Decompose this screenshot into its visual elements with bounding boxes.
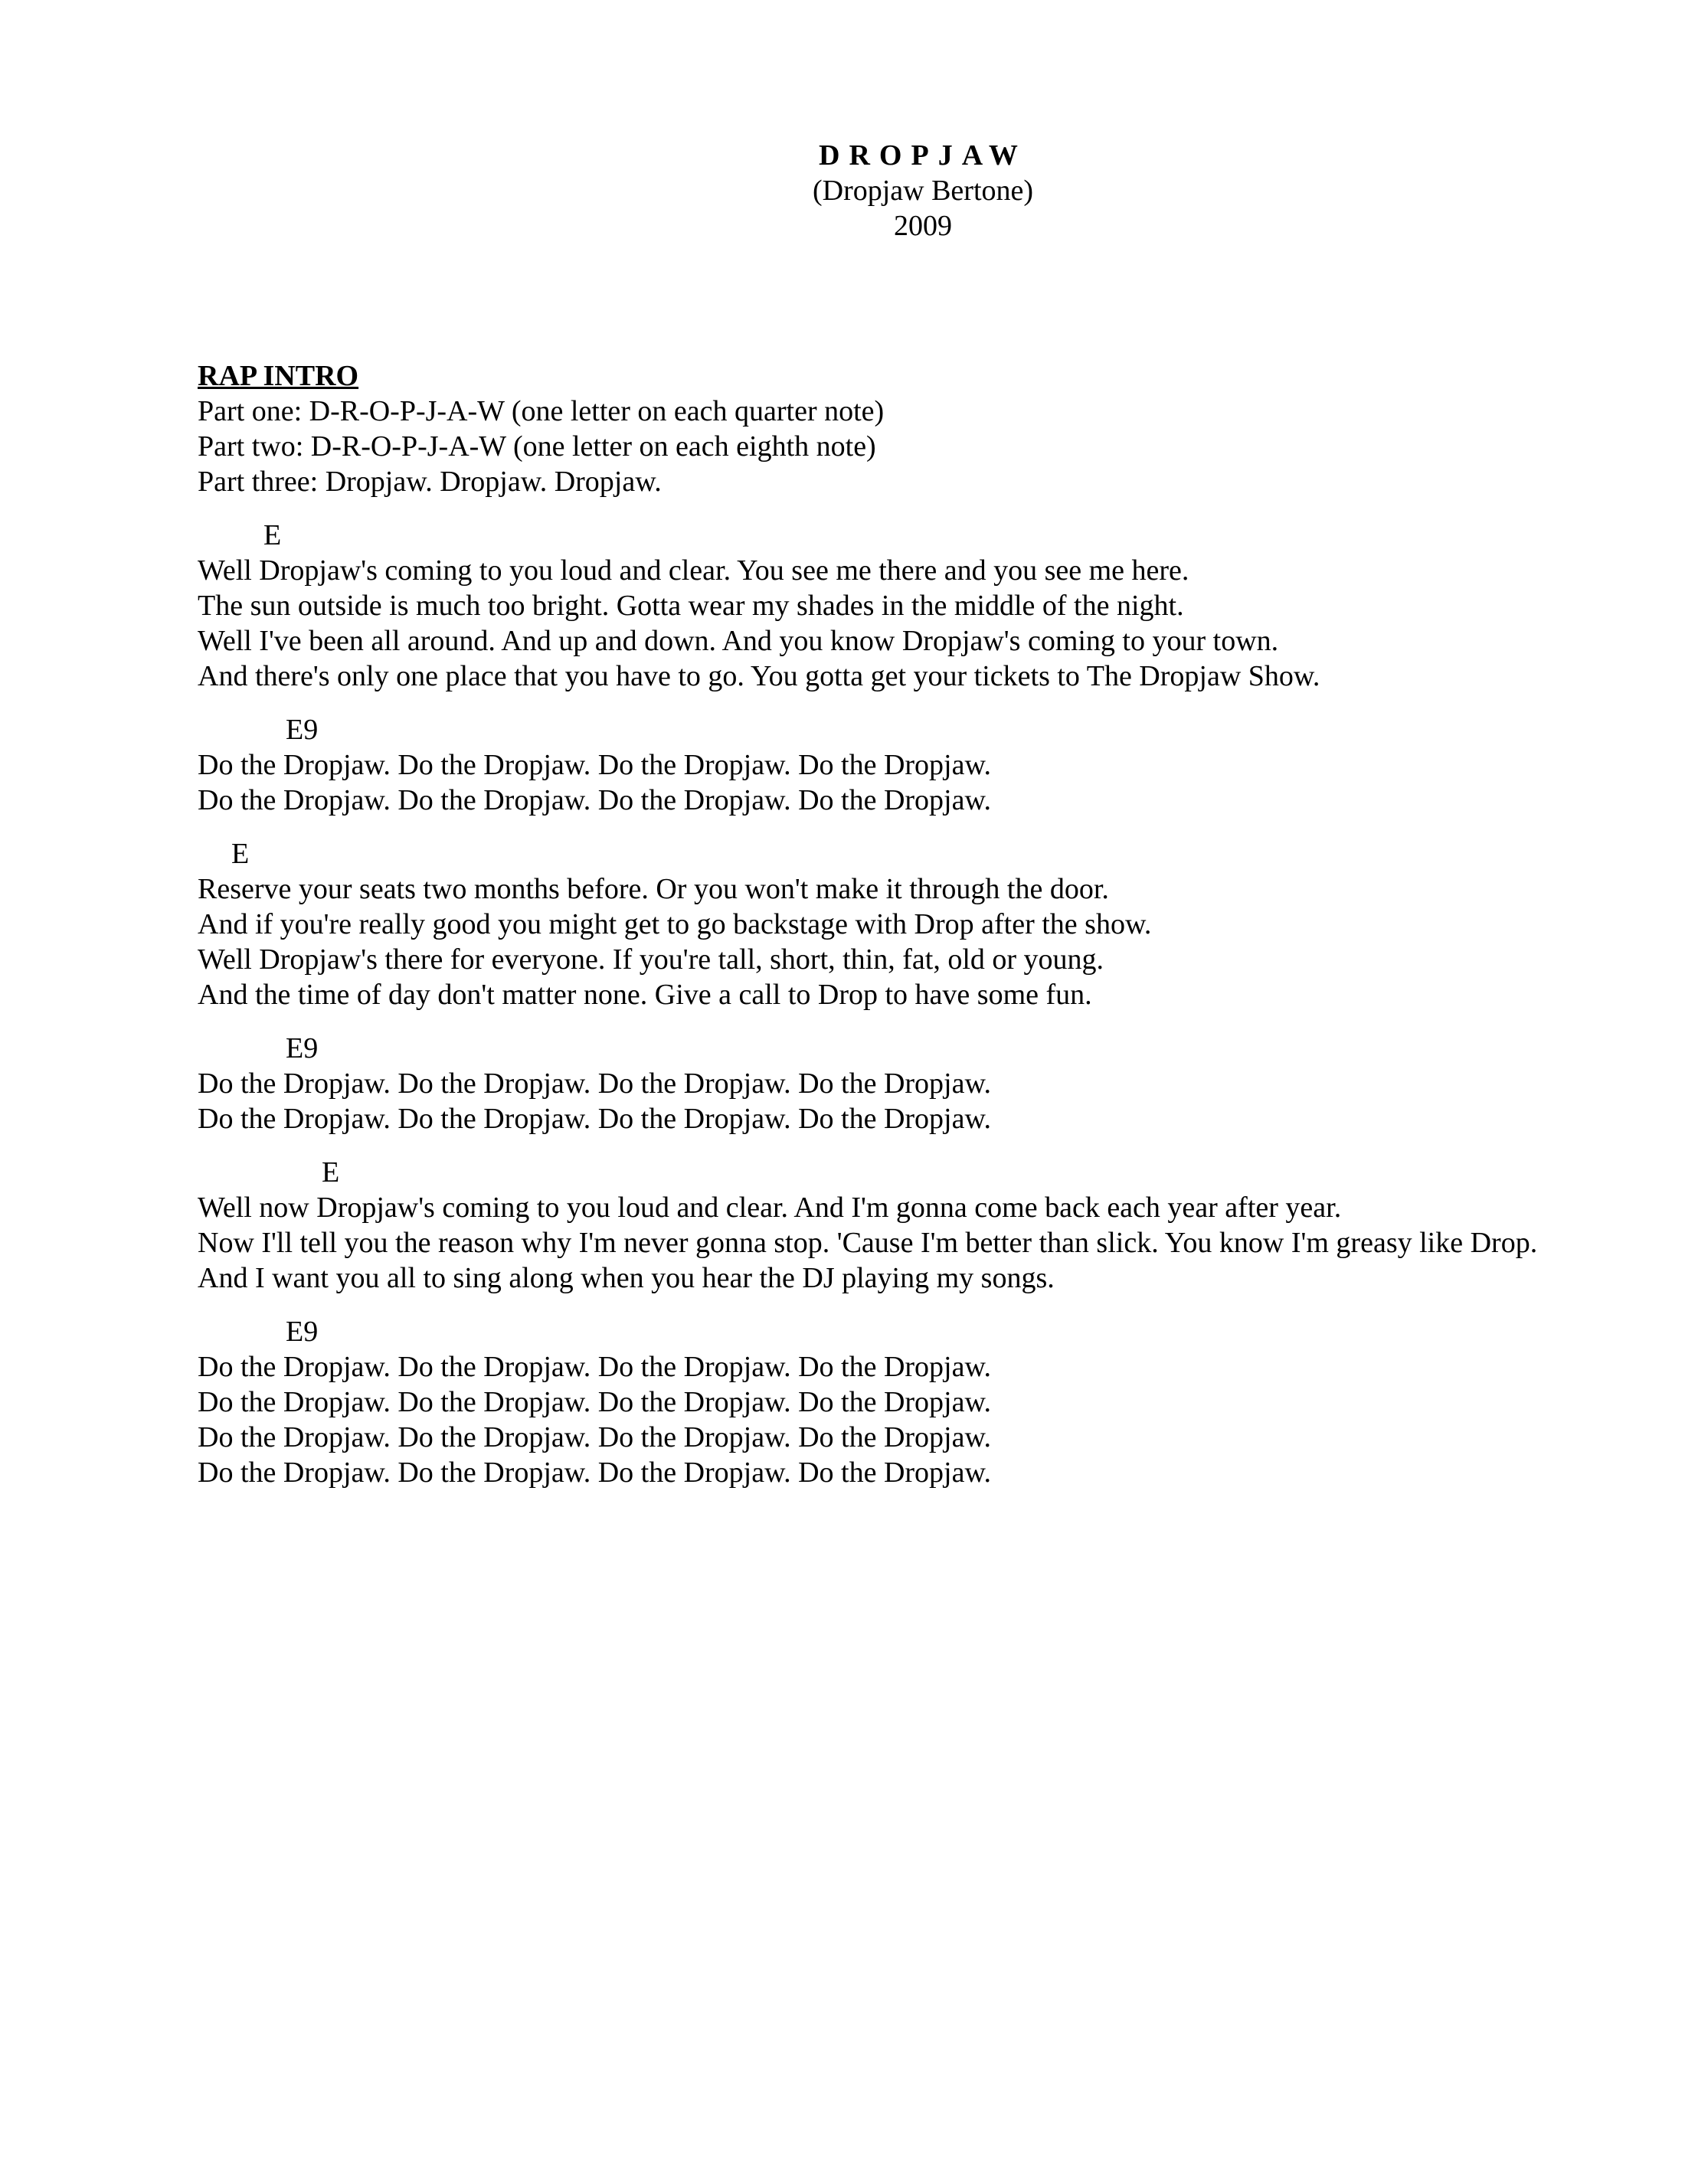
lyric-line: Well I've been all around. And up and down. And you know Dropjaw's coming to your town. (198, 625, 1279, 657)
chorus-block (198, 1314, 1668, 1490)
lyric-line: Do the Dropjaw. Do the Dropjaw. Do the Dropjaw. Do the Dropjaw. (198, 1386, 991, 1418)
chord-label: E9 (286, 1316, 319, 1348)
lyric-line: Reserve your seats two months before. Or you won't make it through the door. (198, 873, 1109, 905)
verse-block (198, 518, 1668, 694)
lyric-line: Now I'll tell you the reason why I'm never gonna stop. 'Cause I'm better than slick. You know I'm greasy like Drop. (198, 1227, 1538, 1259)
song-title: DROPJAW (819, 139, 1027, 172)
lyric-line: Do the Dropjaw. Do the Dropjaw. Do the Dropjaw. Do the Dropjaw. (198, 1421, 991, 1453)
lyric-line: The sun outside is much too bright. Gotta wear my shades in the middle of the night. (198, 590, 1184, 622)
chord-label: E9 (286, 714, 319, 746)
lyric-line: Do the Dropjaw. Do the Dropjaw. Do the Dropjaw. Do the Dropjaw. (198, 1457, 991, 1489)
lyric-line: And I want you all to sing along when you hear the DJ playing my songs. (198, 1262, 1055, 1294)
lyric-line: Do the Dropjaw. Do the Dropjaw. Do the Dropjaw. Do the Dropjaw. (198, 749, 991, 781)
verse-block (198, 836, 1668, 1012)
lyric-line: Do the Dropjaw. Do the Dropjaw. Do the Dropjaw. Do the Dropjaw. (198, 1351, 991, 1383)
chord-label: E (322, 1156, 340, 1188)
intro-line: Part one: D-R-O-P-J-A-W (one letter on each quarter note) (198, 395, 885, 427)
lyric-line: Do the Dropjaw. Do the Dropjaw. Do the Dropjaw. Do the Dropjaw. (198, 1103, 991, 1135)
song-author: (Dropjaw Bertone) (812, 175, 1034, 207)
rap-intro-section (198, 358, 1668, 499)
section-heading: RAP INTRO (198, 360, 359, 392)
chorus-block (198, 1031, 1668, 1136)
chord-label: E (231, 838, 250, 870)
verse-block (198, 1155, 1668, 1296)
intro-line: Part two: D-R-O-P-J-A-W (one letter on each eighth note) (198, 430, 876, 463)
song-header (0, 138, 1685, 244)
chorus-block (198, 712, 1668, 818)
lyric-line: And the time of day don't matter none. Give a call to Drop to have some fun. (198, 979, 1092, 1011)
song-year: 2009 (894, 210, 952, 242)
lyric-line: And if you're really good you might get to go backstage with Drop after the show. (198, 908, 1152, 940)
lyric-line: And there's only one place that you have to go. You gotta get your tickets to The Dropjaw Show. (198, 660, 1320, 692)
chord-label: E9 (286, 1032, 319, 1064)
intro-line: Part three: Dropjaw. Dropjaw. Dropjaw. (198, 466, 662, 498)
chord-label: E (263, 519, 282, 551)
lyric-line: Well Dropjaw's coming to you loud and clear. You see me there and you see me here. (198, 554, 1189, 587)
lyrics-content (198, 358, 1668, 1490)
lyric-line: Do the Dropjaw. Do the Dropjaw. Do the Dropjaw. Do the Dropjaw. (198, 1067, 991, 1100)
lyric-line: Well now Dropjaw's coming to you loud and clear. And I'm gonna come back each year after year. (198, 1192, 1342, 1224)
lyric-line: Do the Dropjaw. Do the Dropjaw. Do the Dropjaw. Do the Dropjaw. (198, 784, 991, 816)
lyric-line: Well Dropjaw's there for everyone. If you're tall, short, thin, fat, old or young. (198, 943, 1104, 976)
